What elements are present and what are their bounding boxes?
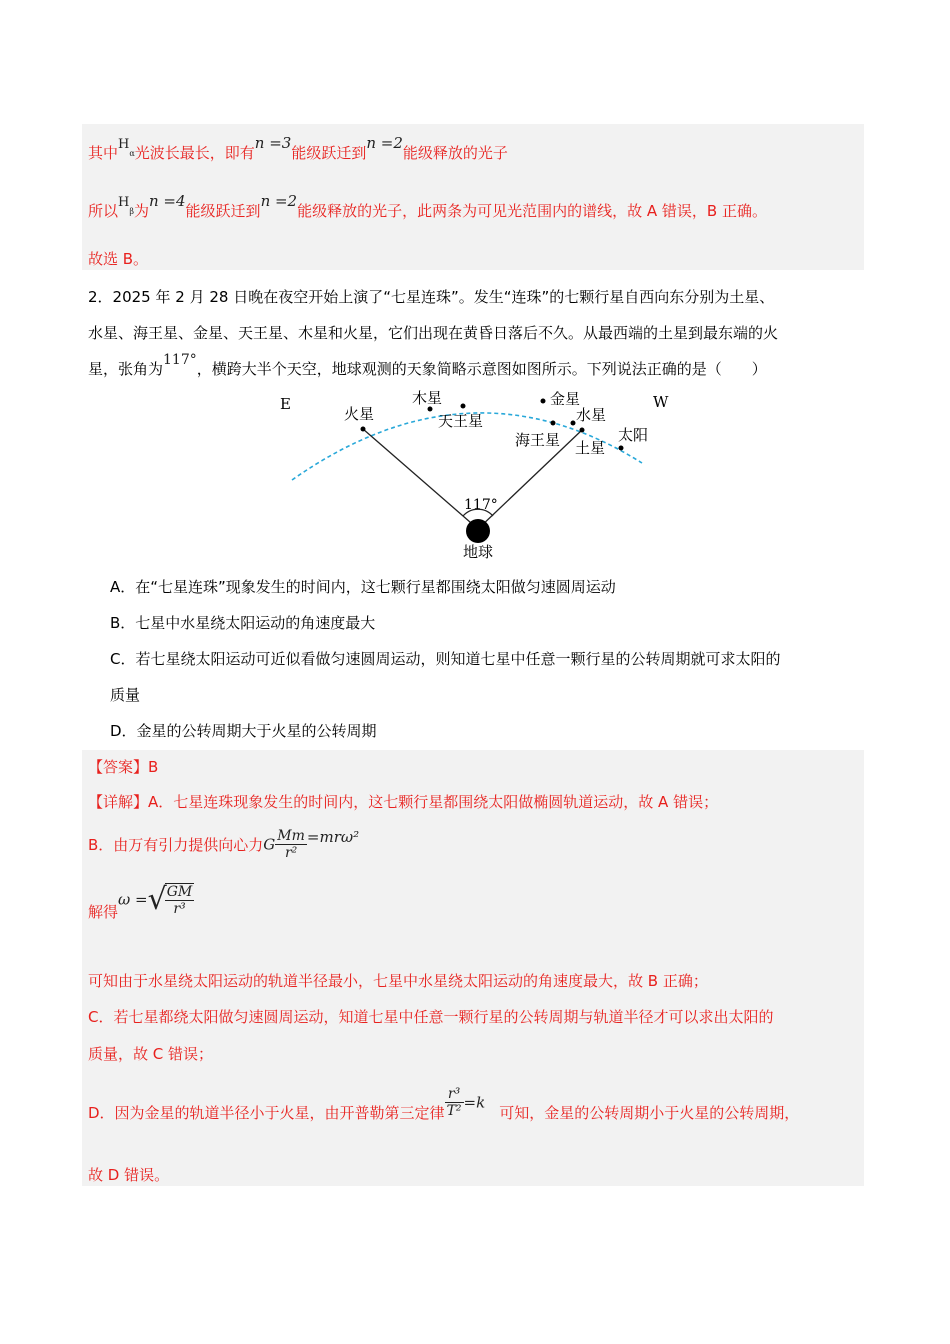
label-saturn: 土星 — [575, 439, 606, 457]
h-beta — [118, 195, 134, 220]
text: 能级释放的光子，此两条为可见光范围内的谱线，故 A 错误，B 正确。 — [297, 202, 767, 220]
label-angle: 117° — [464, 497, 498, 513]
uranus-dot — [461, 404, 466, 409]
detail-c-line-1: C．若七星都绕太阳做匀速圆周运动，知道七星中任意一颗行星的公转周期与轨道半径才可以求出太阳的 — [88, 1008, 774, 1026]
h-alpha — [118, 137, 135, 162]
question-line-3 — [88, 352, 767, 379]
numerator: Mm — [277, 828, 305, 844]
detail-b-2: 可知由于水星绕太阳运动的轨道半径最小，七星中水星绕太阳运动的角速度最大，故 B 正确； — [88, 972, 708, 990]
label-venus: 金星 — [550, 390, 581, 408]
sqrt-icon: √ — [147, 882, 167, 917]
label-w: W — [653, 393, 669, 411]
fraction-gm-r3 — [165, 883, 195, 917]
neptune-dot — [551, 421, 556, 426]
n-value: n =4 — [149, 192, 186, 210]
label-uranus: 天王星 — [438, 412, 484, 430]
numerator: r³ — [445, 1086, 464, 1103]
sky-diagram — [270, 385, 670, 565]
detail-d — [88, 1086, 800, 1122]
answer-label: 【答案】B — [88, 758, 159, 776]
text: 能级释放的光子 — [402, 144, 508, 162]
solution-line-1 — [88, 134, 508, 164]
sub: α — [129, 148, 135, 158]
label-sun: 太阳 — [618, 426, 649, 444]
denominator: r³ — [173, 900, 186, 917]
option-b: B．七星中水星绕太阳运动的角速度最大 — [110, 614, 376, 632]
n-value: n =2 — [366, 134, 403, 152]
h: H — [118, 195, 130, 210]
g-symbol: G — [263, 835, 276, 854]
option-a: A．在“七星连珠”现象发生的时间内，这七颗行星都围绕太阳做匀速圆周运动 — [110, 578, 616, 596]
text: 解得 — [88, 903, 119, 921]
text: 能级跃迁到 — [185, 202, 261, 220]
saturn-dot — [580, 428, 585, 433]
n-value: n =2 — [260, 192, 298, 210]
solution-line-2 — [88, 192, 767, 222]
detail-a: 【详解】A．七星连珠现象发生的时间内，这七颗行星都围绕太阳做椭圆轨道运动，故 A 错误； — [88, 793, 719, 811]
question-line-2: 水星、海王星、金星、天王星、木星和火星，它们出现在黄昏日落后不久。从最西端的土星到最东端的火 — [88, 324, 779, 342]
text: B．由万有引力提供向心力 — [88, 836, 264, 854]
text: 为 — [133, 202, 149, 220]
omega-lhs: ω = — [118, 890, 148, 909]
text: 星，张角为 — [88, 360, 164, 378]
text: 能级跃迁到 — [291, 144, 367, 162]
label-e: E — [280, 395, 291, 413]
mercury-dot — [571, 421, 576, 426]
option-c-line-1: C．若七星绕太阳运动可近似看做匀速圆周运动，则知道七星中任意一颗行星的公转周期就可求太阳的 — [110, 650, 781, 668]
fraction-mm-r2 — [275, 828, 307, 861]
detail-b — [88, 828, 359, 861]
label-mercury: 水星 — [576, 406, 607, 424]
detail-c-line-2: 质量，故 C 错误； — [88, 1045, 214, 1063]
jupiter-dot — [428, 407, 433, 412]
text: 可知，金星的公转周期小于火星的公转周期， — [499, 1104, 800, 1122]
angle-value: 117° — [163, 352, 197, 368]
text: 光波长最长，即有 — [134, 144, 255, 162]
label-mars: 火星 — [344, 405, 375, 423]
sight-line-mars — [363, 429, 478, 529]
text: 其中 — [88, 144, 119, 162]
label-neptune: 海王星 — [515, 431, 561, 449]
text: ，横跨大半个天空，地球观测的天象简略示意图如图所示。下列说法正确的是（ ） — [196, 360, 767, 378]
detail-d-2: 故 D 错误。 — [88, 1166, 170, 1184]
text: 所以 — [88, 202, 119, 220]
numerator: GM — [166, 883, 193, 900]
venus-dot — [541, 399, 546, 404]
solution-line-3: 故选 B。 — [88, 250, 149, 268]
rhs: =k — [463, 1093, 486, 1112]
sub: β — [129, 206, 134, 216]
earth-icon — [466, 519, 490, 543]
denominator: T² — [446, 1103, 462, 1119]
option-d: D．金星的公转周期大于火星的公转周期 — [110, 722, 377, 740]
h: H — [118, 137, 130, 152]
label-earth: 地球 — [463, 543, 494, 561]
text: D．因为金星的轨道半径小于火星，由开普勒第三定律 — [88, 1104, 445, 1122]
question-line-1: 2．2025 年 2 月 28 日晚在夜空开始上演了“七星连珠”。发生“连珠”的七颗行星自西向东分别为土星、 — [88, 288, 775, 306]
sun-dot — [619, 446, 624, 451]
solve-line — [88, 882, 194, 921]
rhs: =mrω² — [306, 827, 360, 846]
label-jupiter: 木星 — [412, 389, 443, 407]
n-value: n =3 — [254, 134, 292, 152]
fraction-r3-t2 — [445, 1086, 464, 1119]
denominator: r² — [284, 845, 298, 861]
option-c-line-2: 质量 — [110, 686, 141, 704]
mars-dot — [361, 427, 366, 432]
